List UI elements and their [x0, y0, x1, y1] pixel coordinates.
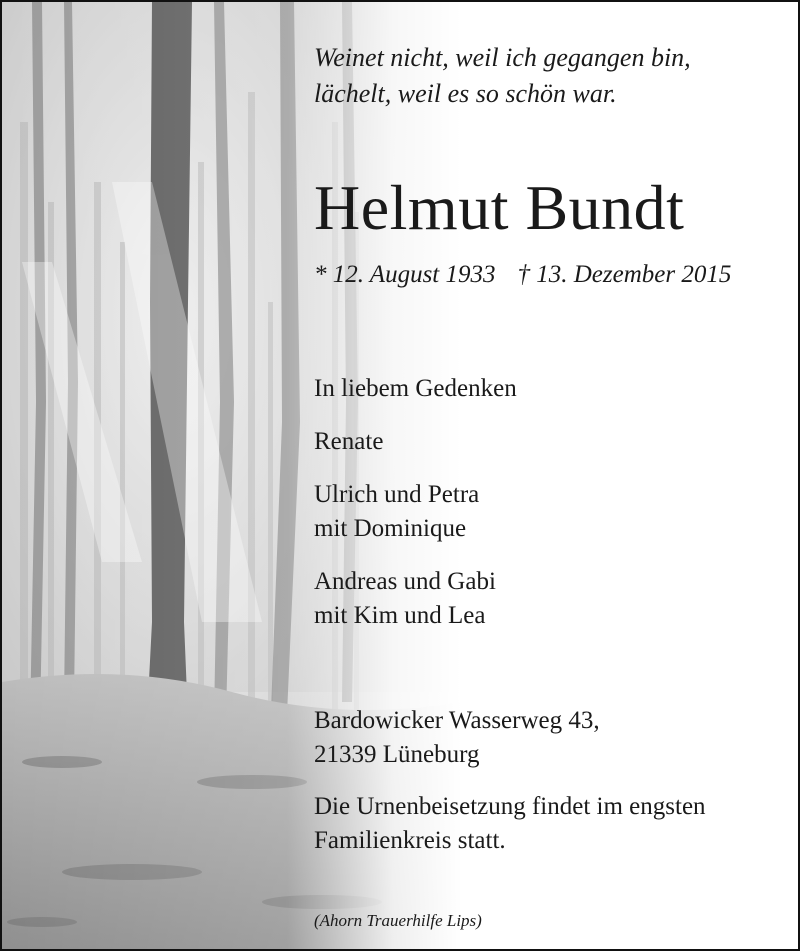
mourners-intro: In liebem Gedenken — [314, 375, 517, 402]
mourners-block — [314, 372, 780, 652]
deceased-name: Helmut Bundt — [314, 172, 685, 243]
address-city: 21339 Lüneburg — [314, 741, 480, 768]
funeral-home-credit: (Ahorn Trauerhilfe Lips) — [314, 911, 482, 930]
burial-line: Familienkreis statt. — [314, 827, 506, 854]
burial-line: Die Urnenbeisetzung findet im engsten — [314, 793, 706, 820]
life-dates — [314, 258, 780, 292]
address-street: Bardowicker Wasserweg 43, — [314, 707, 600, 734]
mourner-line: Andreas und Gabi — [314, 568, 496, 595]
mourner-group — [314, 565, 780, 633]
mourner-line: Ulrich und Petra — [314, 481, 480, 508]
quote-line: lächelt, weil es so schön war. — [314, 79, 617, 108]
mourner-line: Renate — [314, 428, 384, 455]
quote-line: Weinet nicht, weil ich gegangen bin, — [314, 43, 691, 72]
mourner-line: mit Kim und Lea — [314, 602, 486, 629]
mourner-group — [314, 478, 780, 546]
memorial-quote — [314, 40, 780, 112]
burial-note — [314, 790, 780, 858]
mourner-line: mit Dominique — [314, 515, 467, 542]
death-date: † 13. Dezember 2015 — [517, 261, 732, 288]
birth-date: * 12. August 1933 — [314, 261, 496, 288]
mourner-group — [314, 425, 780, 459]
address-block — [314, 704, 780, 772]
